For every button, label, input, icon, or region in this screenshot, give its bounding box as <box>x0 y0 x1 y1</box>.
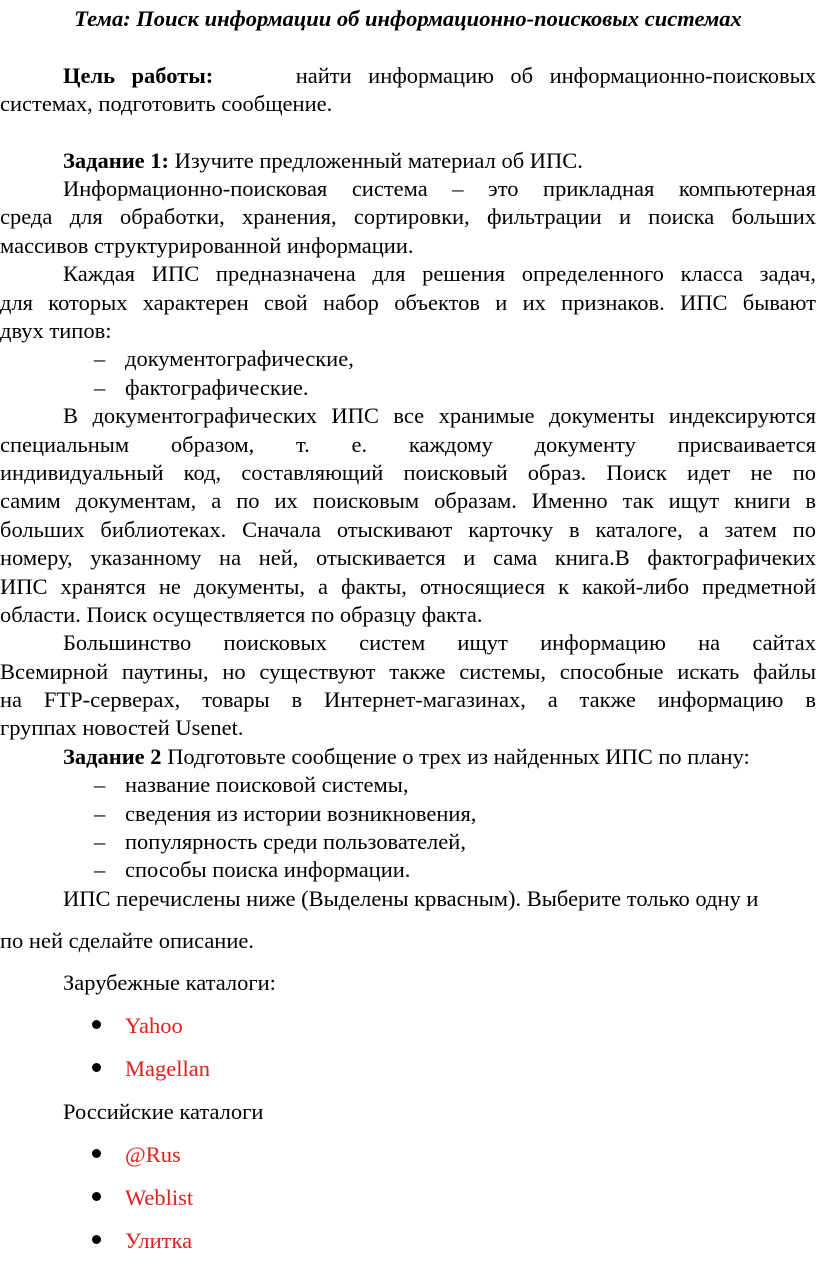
catalog-item-rus <box>92 1140 181 1169</box>
dash-marker: – <box>94 346 106 371</box>
para3-line: номеру, указанному на ней, отыскивается и сама книга.В фактографичеких <box>0 545 816 570</box>
bullet-icon <box>92 1020 101 1029</box>
foreign-catalogs-heading: Зарубежные каталоги: <box>63 970 276 995</box>
dash-marker: – <box>94 857 106 882</box>
type-label: фактографические. <box>125 375 309 400</box>
para3-line: больших библиотеках. Сначала отыскивают карточку в каталоге, а затем по <box>0 517 816 542</box>
para3-line: области. Поиск осуществляется по образцу факта. <box>0 602 483 627</box>
para2-line: для которых характерен свой набор объектов и их признаков. ИПС бывают <box>0 290 816 315</box>
type-label: документографические, <box>125 346 354 371</box>
para3-line: индивидуальный код, составляющий поисковый образ. Поиск идет не по <box>0 460 816 485</box>
plan-label: название поисковой системы, <box>125 772 409 797</box>
para4-line: Всемирной паутины, но существуют также системы, способные искать файлы <box>0 659 816 684</box>
dash-marker: – <box>94 772 106 797</box>
catalog-item-weblist <box>92 1183 193 1212</box>
para3-line: специальным образом, т. е. каждому документу присваивается <box>0 432 816 457</box>
para4-line: Большинство поисковых систем ищут информацию на сайтах <box>63 630 816 655</box>
note-line-2: по ней сделайте описание. <box>0 928 255 953</box>
para2-line: Каждая ИПС предназначена для решения определенного класса задач, <box>63 261 816 286</box>
catalog-label: @Rus <box>125 1142 181 1167</box>
task1-text: Изучите предложенный материал об ИПС. <box>174 148 583 173</box>
para3-line: В документографических ИПС все хранимые документы индексируются <box>63 403 816 428</box>
task2-text: Подготовьте сообщение о трех из найденных ИПС по плану: <box>167 744 750 769</box>
catalog-item-ulitka <box>92 1226 192 1255</box>
catalog-item-yahoo <box>92 1011 183 1040</box>
dash-marker: – <box>94 829 106 854</box>
para1-line: массивов структурированной информации. <box>0 233 414 258</box>
plan-label: сведения из истории возникновения, <box>125 801 477 826</box>
plan-label: популярность среди пользователей, <box>125 829 466 854</box>
para2-line: двух типов: <box>0 318 112 343</box>
catalog-label: Weblist <box>125 1185 194 1210</box>
goal-line-2: системах, подготовить сообщение. <box>0 91 333 116</box>
plan-list-item <box>94 770 408 799</box>
task2-line <box>63 742 816 771</box>
dash-marker: – <box>94 375 106 400</box>
para3-line: ИПС хранятся не документы, а факты, относящиеся к какой-либо предметной <box>0 574 816 599</box>
para4-line: группах новостей Usenet. <box>0 715 244 740</box>
task1-label: Задание 1: <box>63 148 170 173</box>
catalog-label: Улитка <box>125 1228 193 1253</box>
bullet-icon <box>92 1149 101 1158</box>
type-list-item <box>94 373 309 402</box>
bullet-icon <box>92 1063 101 1072</box>
catalog-label: Yahoo <box>125 1013 183 1038</box>
page-title: Тема: Поиск информации об информационно-поисковых системах <box>74 6 742 31</box>
goal-text: найти информацию об информационно-поисковых <box>295 63 816 88</box>
plan-list-item <box>94 827 466 856</box>
bullet-icon <box>92 1235 101 1244</box>
para3-line: самим документам, а по их поисковым образам. Именно так ищут книги в <box>0 488 816 513</box>
plan-list-item <box>94 799 476 828</box>
note-line-1: ИПС перечислены ниже (Выделены крвасным). Выберите только одну и <box>63 886 759 911</box>
para4-line: на FTP-серверах, товары в Интернет-магазинах, а также информацию в <box>0 687 816 712</box>
para1-line: Информационно-поисковая система – это прикладная компьютерная <box>63 176 816 201</box>
plan-list-item <box>94 855 410 884</box>
task2-label: Задание 2 <box>63 744 162 769</box>
type-list-item <box>94 344 354 373</box>
russian-catalogs-heading: Российские каталоги <box>63 1099 264 1124</box>
goal-line-1 <box>63 61 816 90</box>
goal-label: Цель работы: <box>63 63 214 88</box>
dash-marker: – <box>94 801 106 826</box>
task1-line <box>63 146 816 175</box>
catalog-label: Magellan <box>125 1056 210 1081</box>
catalog-item-magellan <box>92 1054 210 1083</box>
plan-label: способы поиска информации. <box>125 857 411 882</box>
para1-line: среда для обработки, хранения, сортировки, фильтрации и поиска больших <box>0 204 816 229</box>
bullet-icon <box>92 1192 101 1201</box>
